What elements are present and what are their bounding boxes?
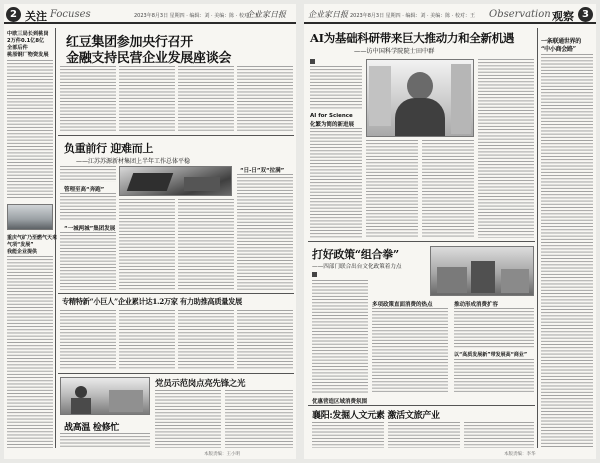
left-page [4,4,296,459]
right-page [304,4,596,459]
story-subhead: ——江苏苏源新材集团上半年工作总体平稳 [76,158,191,165]
body-text [312,422,384,448]
body-text [178,66,234,132]
story-divider [58,135,294,136]
story-kicker: 优惠营造区域消费氛围 [312,399,368,405]
story-headline: 专精特新“小巨人”企业累计达1.2万家 有力助推高质量发展 [62,297,242,306]
body-text [178,199,234,290]
story-kicker: “日-日”双“拉满” [240,168,285,174]
body-text [388,422,460,448]
sidebar-headline: 中欧三局长到桃岗 [7,31,49,37]
story-divider [58,293,294,294]
body-text [60,232,116,290]
body-text [310,128,362,238]
author-icon [310,59,315,64]
sidebar-headline: 一条联通世界的 [541,38,581,45]
body-text [7,60,53,200]
body-text [237,66,293,132]
body-text [464,422,534,448]
body-text [541,54,593,448]
sidebar-headline: 我能企业提供 [7,249,38,255]
body-text [119,66,175,132]
main-headline: AI为基础科研带来巨大推动力和全新机遇 [310,31,515,45]
body-text [454,308,534,348]
sidebar-photo [7,204,53,230]
body-text [372,308,448,394]
body-text [312,280,368,394]
main-headline: 红豆集团参加央行召开 [66,35,194,50]
story-headline: 襄阳:发掘人文元素 激活文旅产业 [312,411,440,421]
body-text [422,140,474,238]
sidebar-headline: 桃原钢厂物资发展 [7,52,49,58]
date-line: 2023年8月3日 星期四 · 编辑：刘 · 美编：陈 · 校对：王 [134,13,259,19]
page-number: 2 [6,7,21,22]
section-title-en: Focuses [50,9,91,20]
section-title-en: Observation [489,9,551,20]
portrait-photo [366,59,474,137]
paper-name: 企业家日报 [246,10,286,19]
story-kicker: 化繁为简的新进展 [310,122,355,128]
sidebar-headline: 气项“发展” [7,242,34,248]
body-text [178,310,234,370]
page-number: 3 [578,7,593,22]
story-kicker: AI for Science [310,113,353,119]
story-kicker: “一城两城”集团发展 [64,226,116,232]
body-text [60,193,116,221]
sidebar-headline: 重庆气矿乃至燃气天来 [7,235,58,241]
story-kicker: 管理至高“奔跑” [64,187,105,193]
sidebar-headline: “中小商会路” [541,46,576,53]
story-kicker: 推动形成消费扩容 [454,302,499,308]
body-text [155,390,221,448]
body-text [60,433,150,448]
page-header [4,6,296,24]
body-text [454,359,534,394]
section-title: 观察 [552,10,574,23]
body-text [237,174,293,290]
body-text [60,310,116,370]
main-subhead: ——访中国科学院院士田中群 [354,48,435,55]
factory-photo [119,166,232,196]
story-headline: 负重前行 迎难而上 [64,142,154,155]
paper-name: 企业家日报 [308,10,348,19]
market-photo [430,246,534,296]
story-subhead: ——四部门联合出台文化政策着力点 [312,264,402,270]
author-icon [312,272,317,277]
story-kicker: 多项政策直面消费的热点 [372,302,433,308]
sidebar-headline: 全部后件 [7,45,28,51]
story-divider [58,373,294,374]
date-line: 2023年8月3日 星期四 · 编辑：刘 · 美编：陈 · 校对：王 [350,13,475,19]
page-footer: 本版责编：李华 [504,452,536,457]
body-text [60,166,116,182]
sidebar-headline: 2万件0.1亿8亿 [7,38,45,44]
column-rule [537,28,538,448]
body-text [310,66,362,110]
body-text [237,310,293,370]
story-divider [308,405,535,406]
page-header [304,6,596,24]
story-headline: 党员示范岗点亮先锋之光 [155,379,246,389]
body-text [60,66,116,132]
story-headline: 打好政策“组合拳” [312,248,399,261]
story-headline: 战高温 检修忙 [64,423,120,433]
body-text [119,199,175,290]
story-divider [308,241,535,242]
body-text [7,256,53,448]
body-text [225,390,293,448]
page-footer: 本版责编：王小明 [204,452,240,457]
body-text [366,140,418,238]
story-kicker: 以“高质发展新”带发展高“商业” [454,352,528,358]
main-headline: 金融支持民营企业发展座谈会 [66,51,232,66]
body-text [119,310,175,370]
body-text [478,59,534,238]
worker-photo [60,377,150,415]
section-title: 关注 [25,10,47,23]
